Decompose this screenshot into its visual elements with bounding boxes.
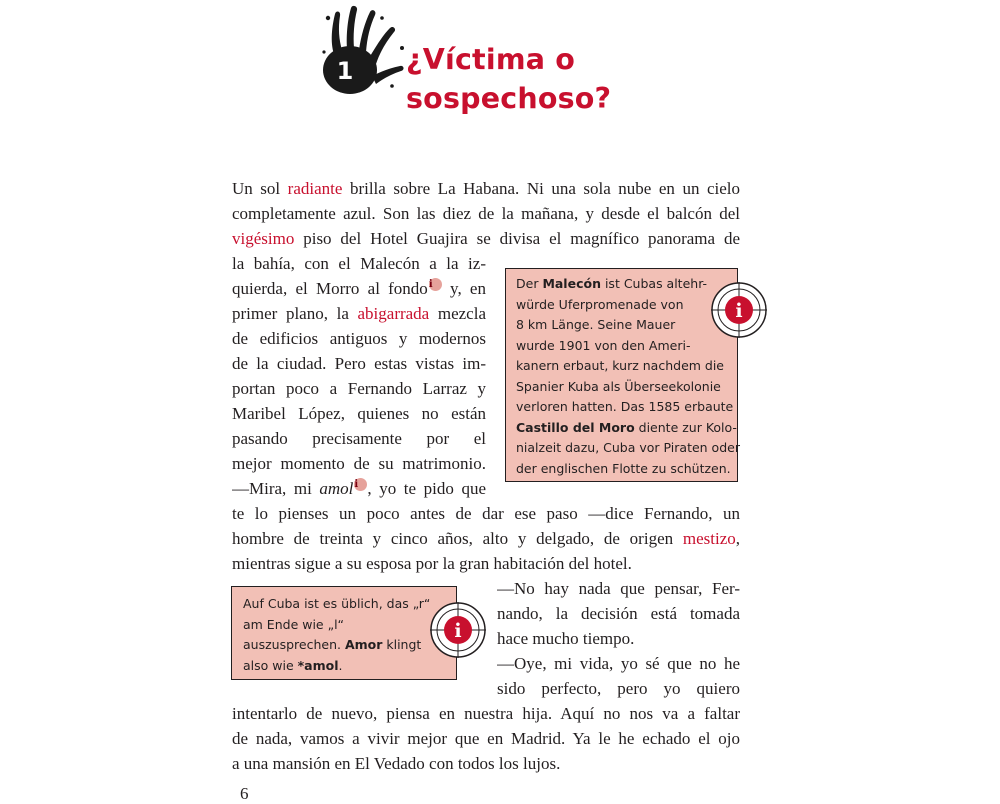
info-box-line: verloren hatten. Das 1585 erbaute: [516, 399, 734, 414]
page-number: 6: [240, 784, 249, 803]
text-line: pasando precisamente por el: [232, 429, 486, 448]
info-box-amol: [231, 586, 457, 680]
text-line: de nada, vamos a vivir mejor que en Madrid. Ya le he echado el ojo: [232, 729, 740, 748]
text-line: —Oye, mi vida, yo sé que no he: [497, 654, 740, 673]
text-line: Maribel López, quienes no están: [232, 404, 486, 423]
info-box-line: also wie *amol.: [243, 657, 343, 673]
svg-text:i: i: [454, 620, 462, 642]
text-line: sido perfecto, pero yo quiero: [497, 679, 740, 698]
keyword: radiante: [287, 179, 343, 198]
text-line: vigésimo piso del Hotel Guajira se divisa el magnífico panorama de: [232, 229, 740, 248]
info-box-line: Auf Cuba ist es üblich, das „r“: [243, 596, 431, 611]
info-marker-icon[interactable]: i: [429, 278, 442, 291]
info-box-line: Spanier Kuba als Überseekolonie: [516, 378, 721, 394]
text-line: mejor momento de su matrimonio.: [232, 454, 486, 473]
keyword: vigésimo: [232, 229, 295, 248]
svg-text:i: i: [735, 300, 743, 322]
text-line: —Mira, mi amoli , yo te pido que: [232, 479, 486, 498]
chapter-number: 1: [336, 57, 354, 85]
text-line: intentarlo de nuevo, piensa en nuestra hija. Aquí no nos va a faltar: [232, 704, 740, 723]
keyword: abigarrada: [357, 304, 430, 323]
info-target-icon: [710, 281, 768, 339]
text-line: te lo pienses un poco antes de dar ese paso —dice Fernando, un: [232, 504, 740, 523]
text-line: la bahía, con el Malecón a la iz-: [232, 254, 486, 273]
text-line: de la ciudad. Pero estas vistas im-: [232, 354, 486, 373]
info-box-line: nialzeit dazu, Cuba vor Piraten oder: [516, 440, 740, 455]
text-line: —No hay nada que pensar, Fer-: [497, 579, 740, 598]
info-target-icon: [429, 601, 487, 659]
text-line: portan poco a Fernando Larraz y: [232, 379, 486, 398]
keyword: mestizo: [682, 529, 736, 548]
info-marker-icon[interactable]: i: [354, 478, 367, 491]
italic-word: amol: [319, 479, 354, 498]
text-line: quierda, el Morro al fondoi y, en: [232, 279, 486, 298]
chapter-title-line: ¿Víctima o: [406, 43, 576, 76]
info-box-line: würde Uferpromenade von: [516, 296, 684, 312]
info-box-line: der englischen Flotte zu schützen.: [516, 460, 731, 476]
info-box-line: 8 km Länge. Seine Mauer: [516, 317, 676, 332]
text-line: a una mansión en El Vedado con todos los lujos.: [232, 754, 561, 773]
text-line: primer plano, la abigarrada mezcla: [232, 304, 486, 323]
info-box-malecon: [505, 268, 738, 482]
info-box-line: Castillo del Moro diente zur Kolo-: [516, 419, 737, 435]
info-box-line: auszusprechen. Amor klingt: [243, 637, 422, 652]
info-box-line: kanern erbaut, kurz nachdem die: [516, 358, 725, 373]
chapter-title: [406, 40, 726, 118]
info-box-line: Der Malecón ist Cubas altehr-: [516, 276, 708, 291]
text-line: mientras sigue a su esposa por la gran habitación del hotel.: [232, 554, 632, 573]
text-line: Un sol radiante brilla sobre La Habana. Ni una sola nube en un cielo: [232, 179, 740, 198]
text-line: hace mucho tiempo.: [497, 629, 635, 648]
info-box-line: am Ende wie „l“: [243, 616, 345, 632]
chapter-title-line: sospechoso?: [406, 82, 612, 115]
text-line: nando, la decisión está tomada: [497, 604, 740, 623]
text-line: completamente azul. Son las diez de la mañana, y desde el balcón del: [232, 204, 740, 223]
text-line: hombre de treinta y cinco años, alto y delgado, de origen mestizo,: [232, 529, 740, 548]
text-line: de edificios antiguos y modernos: [232, 329, 486, 348]
info-box-line: wurde 1901 von den Ameri-: [516, 337, 691, 353]
